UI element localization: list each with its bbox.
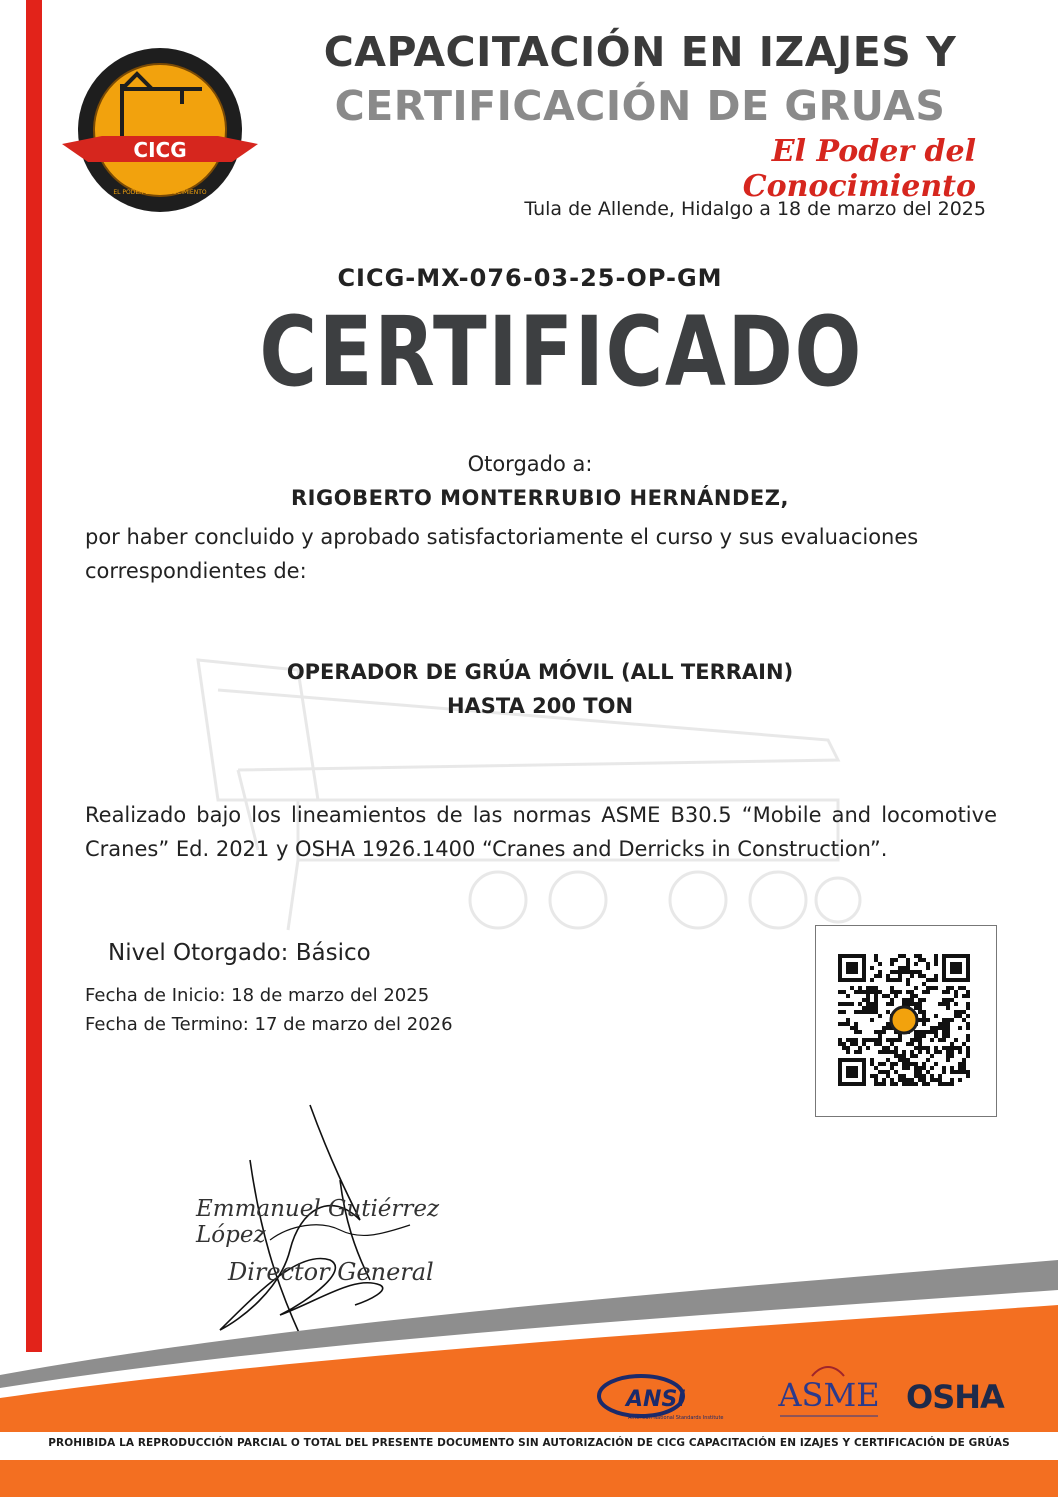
header-title-line1: CAPACITACIÓN EN IZAJES Y bbox=[323, 28, 957, 76]
granted-label: Otorgado a: bbox=[467, 452, 593, 476]
footer-wave-graphic bbox=[0, 1260, 1058, 1497]
svg-text:ANSI: ANSI bbox=[626, 1387, 686, 1412]
certificate-title: CERTIFICADO bbox=[259, 296, 864, 408]
osha-logo: OSHA bbox=[906, 1378, 1004, 1416]
course-capacity: HASTA 200 TON bbox=[446, 694, 634, 718]
svg-text:CICG: CICG bbox=[133, 138, 187, 162]
header-title-line2: CERTIFICACIÓN DE GRUAS bbox=[334, 82, 946, 130]
cicg-seal-logo bbox=[62, 44, 258, 214]
qr-code[interactable] bbox=[815, 925, 997, 1117]
end-date: Fecha de Termino: 17 de marzo del 2026 bbox=[85, 1014, 453, 1035]
qr-code-image bbox=[816, 926, 996, 1116]
place-date: Tula de Allende, Hidalgo a 18 de marzo del 2025 bbox=[524, 198, 986, 220]
signer-name: Emmanuel Gutiérrez López bbox=[196, 1196, 440, 1248]
qr-center-logo bbox=[891, 1007, 917, 1033]
svg-text:EL PODER DEL CONOCIMIENTO: EL PODER DEL CONOCIMIENTO bbox=[113, 189, 207, 196]
certificate-code: CICG-MX-076-03-25-OP-GM bbox=[337, 264, 723, 292]
slogan: El Poder del Conocimiento bbox=[742, 134, 976, 204]
svg-text:ASME: ASME bbox=[778, 1376, 880, 1414]
ansi-logo bbox=[596, 1372, 756, 1424]
recipient-name: RIGOBERTO MONTERRUBIO HERNÁNDEZ, bbox=[291, 486, 789, 510]
copyright-notice: PROHIBIDA LA REPRODUCCIÓN PARCIAL O TOTAL DEL PRESENTE DOCUMENTO SIN AUTORIZACIÓN DE CICG CAPACITACIÓN EN IZAJES Y CERTIFICACIÓN DE GRÚAS bbox=[48, 1437, 1010, 1449]
certificate-body: por haber concluido y aprobado satisfactoriamente el curso y sus evaluaciones correspondientes de: bbox=[85, 525, 919, 583]
norms-text: Realizado bajo los lineamientos de las normas ASME B30.5 “Mobile and locomotive Cranes” Ed. 2021 y OSHA 1926.1400 “Cranes and Derricks in Construction”. bbox=[85, 803, 997, 861]
start-date: Fecha de Inicio: 18 de marzo del 2025 bbox=[85, 985, 430, 1006]
svg-text:American National Standards In: American National Standards Institute bbox=[628, 1415, 724, 1421]
left-red-bar bbox=[26, 0, 42, 1352]
asme-logo bbox=[772, 1362, 887, 1424]
course-name: OPERADOR DE GRÚA MÓVIL (ALL TERRAIN) bbox=[286, 660, 794, 684]
signer-role: Director General bbox=[228, 1258, 434, 1286]
level-granted: Nivel Otorgado: Básico bbox=[108, 940, 371, 966]
